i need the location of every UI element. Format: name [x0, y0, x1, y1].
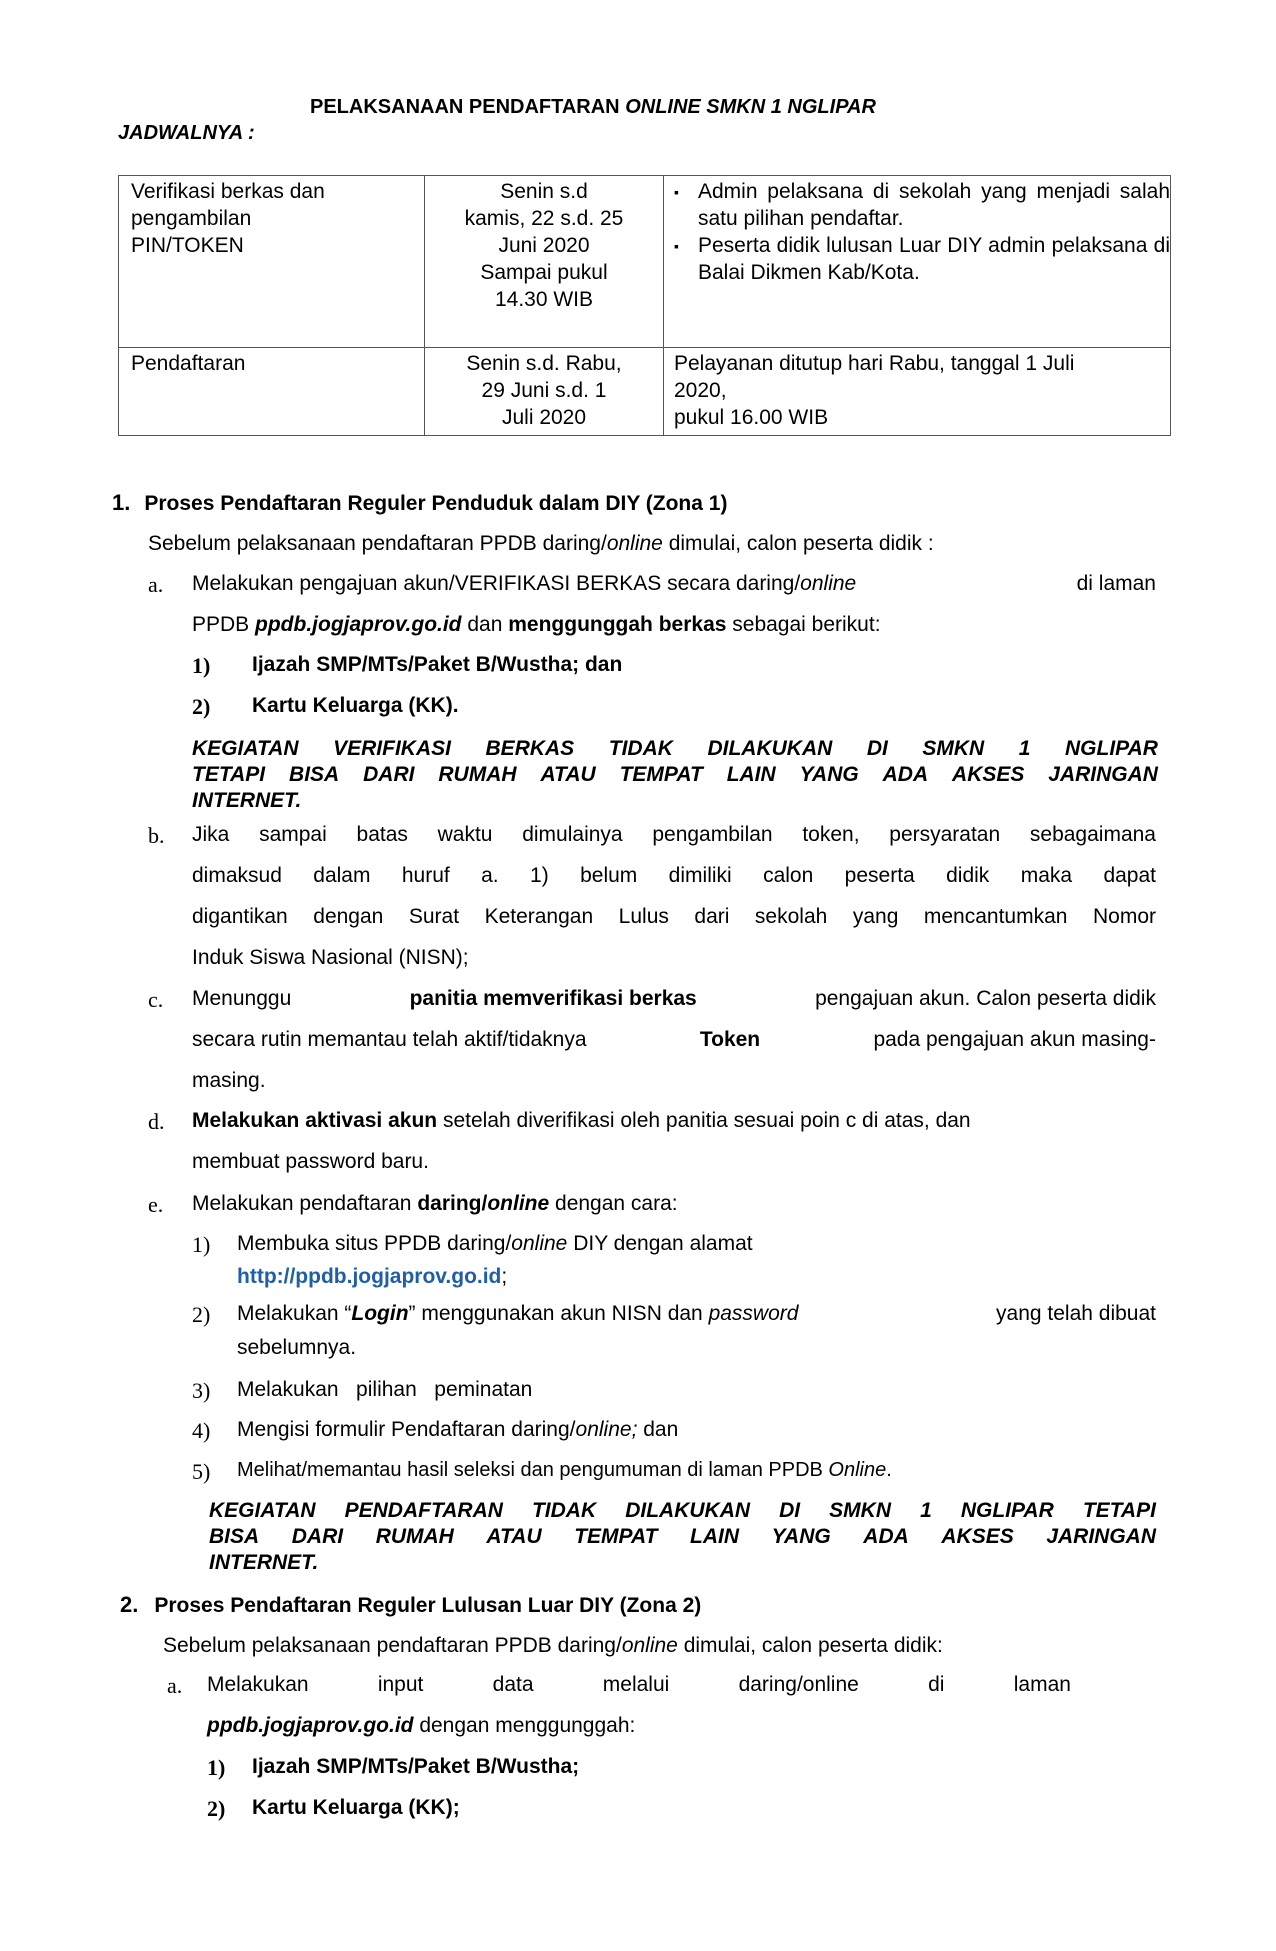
text-run: dengan cara:: [549, 1192, 678, 1215]
text-run: online: [511, 1232, 568, 1255]
notice-word: 1: [1018, 737, 1031, 760]
text-run: panitia memverifikasi berkas: [409, 987, 697, 1010]
cell-text: Verifikasi berkas dan: [131, 180, 325, 203]
item-b-line: digantikan dengan Surat Keterangan Lulus dari sekolah yang mencantumkan Nomor: [192, 905, 1156, 928]
sub-item-label: 2): [207, 1796, 226, 1821]
text-run: Melihat/memantau hasil seleksi dan pengumuman di laman PPDB: [237, 1459, 829, 1481]
table-cell-note: [664, 176, 1171, 348]
notice-word: JARINGAN: [1048, 763, 1158, 786]
text-run: Menunggu: [192, 987, 292, 1010]
notice-word: PENDAFTARAN: [344, 1499, 503, 1522]
cell-text: pengambilan: [131, 207, 252, 230]
sub-item-text: sebelumnya.: [237, 1336, 357, 1359]
sub-item-text: [237, 1459, 892, 1482]
cell-text: 29 Juni s.d. 1: [481, 379, 607, 402]
text-run: .: [886, 1459, 892, 1481]
notice-word: BERKAS: [485, 737, 575, 760]
notice-word: AKSES: [952, 763, 1025, 786]
item-b-line: Induk Siswa Nasional (NISN);: [192, 946, 469, 969]
text-run: setelah diverifikasi oleh panitia sesuai poin c di atas, dan: [437, 1109, 971, 1132]
text-run: dimulai, calon peserta didik:: [677, 1634, 943, 1657]
cell-text: 2020,: [674, 379, 727, 402]
schedule-label: JADWALNYA :: [118, 122, 255, 144]
text-run: daring/online: [738, 1673, 859, 1696]
text-run: Melakukan: [207, 1673, 309, 1696]
sub-item-text: [237, 1302, 1156, 1326]
text-run: laman: [1013, 1673, 1071, 1696]
schedule-table: [118, 175, 1171, 436]
text-run: Mengisi formulir Pendaftaran daring/: [237, 1418, 576, 1441]
text-run: Melakukan aktivasi akun: [192, 1109, 438, 1132]
notice-registration: [209, 1498, 1156, 1576]
section-heading-text: Proses Pendaftaran Reguler Penduduk dalam DIY (Zona 1): [144, 492, 728, 515]
notice-word: YANG: [771, 1525, 831, 1548]
notice-word: NGLIPAR: [1065, 737, 1158, 760]
item-e-line-1: [192, 1192, 678, 1216]
section-1-heading: [112, 490, 727, 516]
notice-line: INTERNET.: [192, 789, 302, 812]
notice-word: NGLIPAR: [960, 1499, 1054, 1522]
ppdb-url: [237, 1265, 507, 1289]
notice-word: DARI: [363, 763, 415, 786]
table-cell-activity: [119, 348, 425, 436]
notice-word: DILAKUKAN: [707, 737, 833, 760]
notice-word: KEGIATAN: [209, 1499, 316, 1522]
item-c-line-3: masing.: [192, 1069, 266, 1092]
notice-word: LAIN: [726, 763, 776, 786]
sub-item-text: Kartu Keluarga (KK);: [252, 1796, 460, 1819]
table-row: [119, 348, 1171, 436]
notice-word: RUMAH: [438, 763, 517, 786]
table-row: [119, 176, 1171, 348]
text-run: Sebelum pelaksanaan pendaftaran PPDB daring/: [148, 532, 607, 555]
notice-word: TETAPI: [1082, 1499, 1156, 1522]
item-d-line-2: membuat password baru.: [192, 1150, 429, 1173]
text-run: Melakukan pengajuan akun/VERIFIKASI BERKAS secara daring/: [192, 572, 801, 595]
bullet-text: Admin pelaksana di sekolah yang menjadi salah satu pilihan pendaftar.: [698, 180, 1170, 230]
text-run: [192, 572, 856, 596]
cell-text: Juli 2020: [501, 406, 587, 429]
sub-item-text: Ijazah SMP/MTs/Paket B/Wustha; dan: [252, 653, 623, 676]
cell-text: kamis, 22 s.d. 25: [464, 207, 624, 230]
text-run: password: [708, 1302, 799, 1325]
sub-item-text: [237, 1418, 678, 1442]
text-run: [237, 1302, 798, 1326]
cell-text: pukul 16.00 WIB: [674, 406, 829, 429]
text-run: dan: [637, 1418, 679, 1441]
notice-word: TIDAK: [531, 1499, 597, 1522]
notice-word: TEMPAT: [619, 763, 703, 786]
text-run: ” menggunakan akun NISN dan: [408, 1302, 709, 1325]
notice-word: DI: [779, 1499, 801, 1522]
item-a-line-2: [192, 613, 881, 637]
item-a-line-1: [192, 572, 1156, 596]
text-run: Login: [351, 1302, 409, 1325]
text-run: dan: [461, 613, 509, 636]
item-label: d.: [148, 1109, 165, 1134]
notice-word: VERIFIKASI: [333, 737, 451, 760]
item-label: a.: [167, 1673, 183, 1698]
item-label: c.: [148, 987, 164, 1012]
notice-word: LAIN: [690, 1525, 740, 1548]
sub-item-label: 1): [207, 1755, 226, 1780]
text-run: Melakukan “: [237, 1302, 352, 1325]
notice-word: ATAU: [486, 1525, 542, 1548]
text-run: dimulai, calon peserta didik :: [662, 532, 934, 555]
section-heading-text: Proses Pendaftaran Reguler Lulusan Luar DIY (Zona 2): [154, 1594, 702, 1617]
sub-item-label: 1): [192, 653, 211, 678]
item-label: e.: [148, 1192, 164, 1217]
cell-text: PIN/TOKEN: [131, 234, 244, 257]
text-run: online: [800, 572, 857, 595]
sub-item-label: 3): [192, 1378, 211, 1403]
table-cell-activity: [119, 176, 425, 348]
text-run: yang telah dibuat: [996, 1302, 1156, 1325]
sub-item-text: Melakukan pilihan peminatan: [237, 1378, 533, 1401]
item-a-line-2: [207, 1714, 635, 1738]
text-run: data: [492, 1673, 534, 1696]
item-label: a.: [148, 572, 164, 597]
notice-line: INTERNET.: [209, 1551, 319, 1574]
notice-word: BISA: [209, 1525, 260, 1548]
notice-line: [209, 1524, 1156, 1550]
item-a-line-1: [207, 1673, 1071, 1697]
section-number: 2.: [120, 1592, 139, 1617]
text-run: pada pengajuan akun masing-: [873, 1028, 1156, 1051]
cell-text: 14.30 WIB: [494, 288, 594, 311]
cell-text: Senin s.d: [500, 180, 588, 203]
sub-item-label: 4): [192, 1418, 211, 1443]
text-run: ppdb.jogjaprov.go.id: [255, 613, 462, 636]
sub-item-text: [237, 1232, 753, 1256]
cell-text: Juni 2020: [498, 234, 590, 257]
notice-word: TETAPI: [192, 763, 266, 786]
text-run: Online: [828, 1459, 887, 1481]
notice-word: TEMPAT: [574, 1525, 658, 1548]
ppdb-link[interactable]: http://ppdb.jogjaprov.go.id: [237, 1265, 502, 1288]
text-run: Melakukan pendaftaran: [192, 1192, 418, 1215]
notice-word: KEGIATAN: [192, 737, 299, 760]
section-2-intro: [163, 1634, 943, 1658]
text-run: input: [377, 1673, 424, 1696]
bullet-item: [674, 232, 1170, 286]
text-run: DIY dengan alamat: [567, 1232, 753, 1255]
text-run: ;: [501, 1265, 508, 1288]
page-title: [310, 96, 876, 119]
cell-text: Sampai pukul: [480, 261, 608, 284]
section-2-heading: [120, 1592, 701, 1618]
square-bullet-icon: ▪: [674, 184, 679, 200]
text-run: pengajuan akun. Calon peserta didik: [815, 987, 1156, 1010]
cell-text: Pelayanan ditutup hari Rabu, tanggal 1 Juli: [674, 352, 1075, 375]
sub-item-label: 1): [192, 1232, 211, 1257]
notice-word: DI: [866, 737, 888, 760]
item-d-line-1: [192, 1109, 971, 1133]
section-1-intro: [148, 532, 934, 556]
text-run: menggunggah berkas: [508, 613, 727, 636]
sub-item-text: Ijazah SMP/MTs/Paket B/Wustha;: [252, 1755, 580, 1778]
text-run: sebagai berikut:: [726, 613, 881, 636]
bullet-text: Peserta didik lulusan Luar DIY admin pelaksana di Balai Dikmen Kab/Kota.: [698, 234, 1170, 284]
text-run: online;: [575, 1418, 638, 1441]
section-number: 1.: [112, 490, 131, 515]
text-run: online: [621, 1634, 678, 1657]
notice-word: ATAU: [540, 763, 596, 786]
notice-word: RUMAH: [375, 1525, 454, 1548]
sub-item-label: 5): [192, 1459, 211, 1484]
notice-word: SMKN: [922, 737, 985, 760]
notice-line: [192, 736, 1158, 762]
text-run: di laman: [1076, 572, 1156, 595]
cell-text: Pendaftaran: [131, 352, 246, 375]
notice-word: ADA: [863, 1525, 909, 1548]
notice-word: AKSES: [941, 1525, 1014, 1548]
square-bullet-icon: ▪: [674, 238, 679, 254]
table-cell-note: [664, 348, 1171, 436]
notice-word: TIDAK: [608, 737, 673, 760]
notice-word: DARI: [291, 1525, 344, 1548]
item-c-line-1: [192, 987, 1156, 1011]
notice-word: BISA: [289, 763, 340, 786]
text-run: melalui: [602, 1673, 670, 1696]
text-run: Membuka situs PPDB daring/: [237, 1232, 512, 1255]
item-c-line-2: [192, 1028, 1156, 1052]
sub-item-label: 2): [192, 694, 211, 719]
notice-word: JARINGAN: [1046, 1525, 1156, 1548]
text-run: online: [606, 532, 663, 555]
notice-word: 1: [920, 1499, 932, 1522]
table-cell-time: [425, 348, 664, 436]
text-run: ppdb.jogjaprov.go.id: [207, 1714, 414, 1737]
notice-word: SMKN: [829, 1499, 891, 1522]
bullet-item: [674, 178, 1170, 232]
sub-item-text: Kartu Keluarga (KK).: [252, 694, 459, 717]
title-text: PELAKSANAAN PENDAFTARAN: [310, 96, 626, 118]
notice-word: ADA: [882, 763, 929, 786]
text-run: di: [928, 1673, 945, 1696]
item-b-line: dimaksud dalam huruf a. 1) belum dimiliki calon peserta didik maka dapat: [192, 864, 1156, 887]
notice-word: YANG: [799, 763, 859, 786]
text-run: Token: [699, 1028, 761, 1051]
text-run: secara rutin memantau telah aktif/tidaknya: [192, 1028, 587, 1051]
sub-item-label: 2): [192, 1302, 211, 1327]
notice-line: [192, 762, 1158, 788]
cell-text: Senin s.d. Rabu,: [466, 352, 622, 375]
notice-word: DILAKUKAN: [625, 1499, 751, 1522]
item-b-line: Jika sampai batas waktu dimulainya pengambilan token, persyaratan sebagaimana: [192, 823, 1156, 846]
title-italic-text: ONLINE SMKN 1 NGLIPAR: [625, 96, 876, 118]
text-run: dengan menggunggah:: [413, 1714, 636, 1737]
notice-line: [209, 1498, 1156, 1524]
notice-verification: [192, 736, 1158, 814]
text-run: Sebelum pelaksanaan pendaftaran PPDB daring/: [163, 1634, 622, 1657]
text-run: online: [487, 1192, 550, 1215]
item-label: b.: [148, 823, 165, 848]
table-cell-time: [425, 176, 664, 348]
text-run: daring/: [417, 1192, 488, 1215]
text-run: PPDB: [192, 613, 256, 636]
